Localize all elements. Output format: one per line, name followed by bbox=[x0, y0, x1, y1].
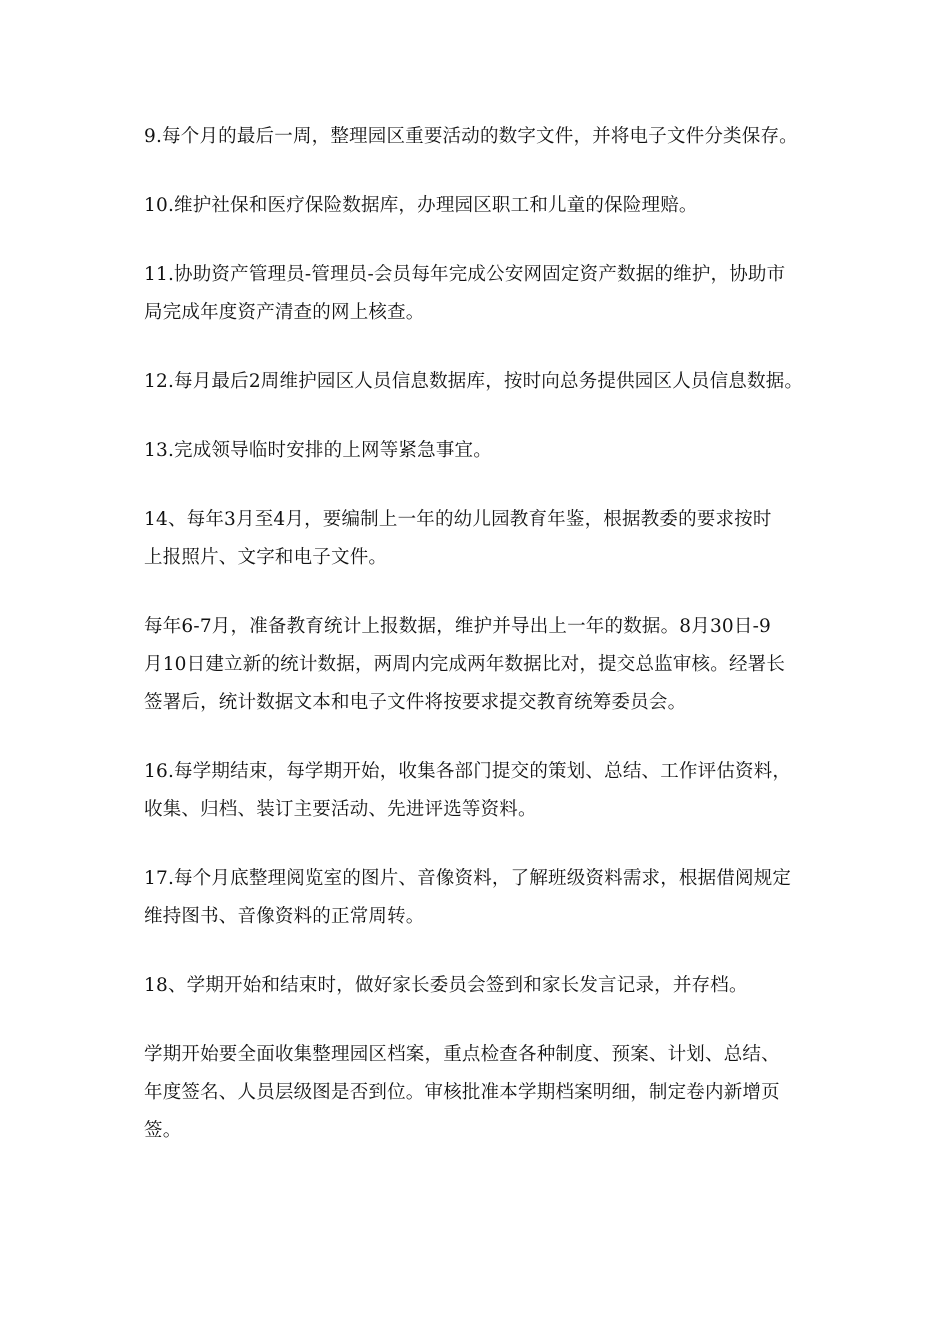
paragraph-item-13: 13.完成领导临时安排的上网等紧急事宜。 bbox=[144, 440, 492, 461]
paragraph-item-statistics: 每年6-7月，准备教育统计上报数据，维护并导出上一年的数据。8月30日-9 月10日建立新的统计数据，两周内完成两年数据比对，提交总监审核。经署长 签署后，统计数据文本和电子文件将按要求提交教育统筹委员会。 bbox=[144, 616, 786, 713]
document-body bbox=[144, 118, 824, 1181]
paragraph-item-10: 10.维护社保和医疗保险数据库，办理园区职工和儿童的保险理赔。 bbox=[144, 195, 698, 216]
paragraph-item-9: 9.每个月的最后一周，整理园区重要活动的数字文件，并将电子文件分类保存。 bbox=[144, 126, 798, 147]
paragraph-item-11: 11.协助资产管理员-管理员-会员每年完成公安网固定资产数据的维护，协助市 局完成年度资产清查的网上核查。 bbox=[144, 264, 786, 323]
paragraph-item-17: 17.每个月底整理阅览室的图片、音像资料，了解班级资料需求，根据借阅规定 维持图书、音像资料的正常周转。 bbox=[144, 868, 792, 927]
paragraph-item-16: 16.每学期结束，每学期开始，收集各部门提交的策划、总结、工作评估资料， 收集、归档、装订主要活动、先进评选等资料。 bbox=[144, 761, 792, 820]
paragraph-item-18: 18、学期开始和结束时，做好家长委员会签到和家长发言记录，并存档。 bbox=[144, 975, 748, 996]
paragraph-item-12: 12.每月最后2周维护园区人员信息数据库，按时向总务提供园区人员信息数据。 bbox=[144, 371, 804, 392]
paragraph-item-14: 14、每年3月至4月，要编制上一年的幼儿园教育年鉴，根据教委的要求按时 上报照片、文字和电子文件。 bbox=[144, 509, 772, 568]
paragraph-item-archives: 学期开始要全面收集整理园区档案，重点检查各种制度、预案、计划、总结、 年度签名、人员层级图是否到位。审核批准本学期档案明细，制定卷内新增页 签。 bbox=[144, 1044, 780, 1141]
